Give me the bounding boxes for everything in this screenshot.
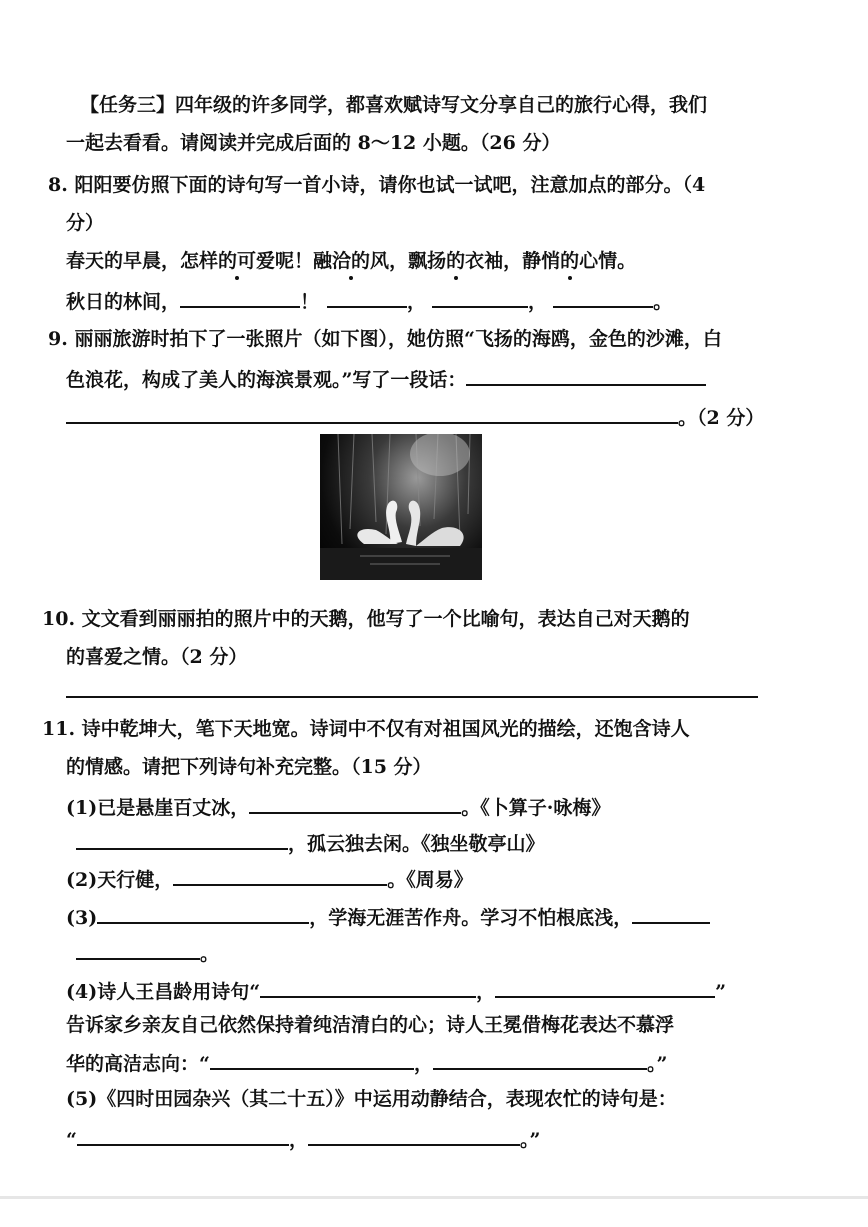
- q9-answer-blank-1[interactable]: [466, 364, 706, 386]
- q8-example-c: ！: [294, 250, 314, 272]
- q11-part2: [66, 864, 473, 893]
- q8-example-g: ，: [503, 250, 523, 272]
- q11-part5-open: “: [66, 1129, 77, 1151]
- q11-part3-end: 。: [200, 943, 220, 965]
- q8-answer-p4: 。: [653, 291, 673, 313]
- q8-example-e: ，: [389, 250, 409, 272]
- q10-prompt-line2: 的喜爱之情。（2 分）: [66, 646, 248, 668]
- q8-example-line: [66, 248, 636, 274]
- swan-photo: [320, 434, 482, 580]
- q11-part4-line3-comma: ，: [413, 1053, 433, 1075]
- q8-answer-blank-2[interactable]: [327, 286, 407, 308]
- q11-part4-blank-3[interactable]: [210, 1048, 414, 1070]
- q9-answer-blank-2[interactable]: [66, 402, 678, 424]
- q11-part3-mid: ，学海无涯苦作舟。学习不怕根底浅，: [309, 907, 633, 929]
- q11-part1b-blank[interactable]: [76, 828, 288, 850]
- q11-part3-blank-1[interactable]: [97, 902, 309, 924]
- q11-part5-line1: (5)《四时田园杂兴（其二十五）》中运用动静结合，表现农忙的诗句是：: [66, 1088, 677, 1110]
- q11-part3-blank-2[interactable]: [632, 902, 710, 924]
- q11-prompt-line2: 的情感。请把下列诗句补充完整。（15 分）: [66, 756, 432, 778]
- q11-part5-end: 。”: [519, 1129, 541, 1151]
- q11-part4-close: ”: [715, 981, 727, 1003]
- q11-part4-line2: 告诉家乡亲友自己依然保持着纯洁清白的心；诗人王冕借梅花表达不慕浮: [66, 1014, 675, 1036]
- q8-answer-p1: ！: [300, 291, 320, 313]
- q11-part1a: [66, 792, 610, 821]
- q10-answer-line: [66, 676, 758, 705]
- q9-answer-end: 。（2 分）: [678, 407, 765, 429]
- q8-answer-start: 秋日的林间，: [66, 291, 181, 313]
- q8-answer-p3: ，: [528, 291, 548, 313]
- q11-part3-blank-3[interactable]: [76, 938, 200, 960]
- q8-answer-p2: ，: [407, 291, 427, 313]
- q11-part4-line3-start: 华的高洁志向：“: [66, 1053, 210, 1075]
- q11-part4: [66, 976, 726, 1005]
- q11-part1a-end: 。《卜算子·咏梅》: [461, 797, 611, 819]
- q11-part4-blank-2[interactable]: [495, 976, 715, 998]
- q11-part5-comma: ，: [288, 1129, 308, 1151]
- q11-part2-start: (2)天行健，: [66, 869, 174, 891]
- q8-example-b: 怎样的可爱呢: [180, 250, 295, 272]
- q9-prompt-line2: [66, 364, 706, 393]
- q11-part5-blank-2[interactable]: [308, 1124, 520, 1146]
- task-intro-line1: 【任务三】四年级的许多同学，都喜欢赋诗写文分享自己的旅行心得，我们: [80, 94, 708, 116]
- q10-answer-blank[interactable]: [66, 676, 758, 698]
- q8-example-a: 春天的早晨，: [66, 250, 181, 272]
- q11-part1b-end: ，孤云独去闲。《独坐敬亭山》: [288, 833, 545, 855]
- q11-part5-blank-1[interactable]: [77, 1124, 289, 1146]
- q8-example-h: 静悄的心情: [522, 250, 618, 272]
- q11-part1b: [76, 828, 545, 857]
- q8-example-d: 融洽的风: [313, 250, 390, 272]
- q11-part1a-start: (1)已是悬崖百丈冰，: [66, 797, 250, 819]
- q9-prompt-line1: 9. 丽丽旅游时拍下了一张照片（如下图），她仿照“飞扬的海鸥，金色的沙滩，白: [48, 328, 722, 350]
- q11-part4-line3-end: 。”: [646, 1053, 668, 1075]
- q11-part2-end: 。《周易》: [387, 869, 473, 891]
- q8-answer-blank-1[interactable]: [180, 286, 300, 308]
- q9-prompt-line2-text: 色浪花，构成了美人的海滨景观。”写了一段话：: [66, 369, 467, 391]
- q8-prompt-line1: 8. 阳阳要仿照下面的诗句写一首小诗，请你也试一试吧，注意加点的部分。（4: [48, 174, 706, 196]
- q10-prompt-line1: 10. 文文看到丽丽拍的照片中的天鹅，他写了一个比喻句，表达自己对天鹅的: [42, 608, 690, 630]
- q8-example-f: 飘扬的衣袖: [408, 250, 504, 272]
- q11-part4-blank-4[interactable]: [433, 1048, 647, 1070]
- q11-part4-comma: ，: [476, 981, 496, 1003]
- q8-answer-blank-3[interactable]: [432, 286, 528, 308]
- q11-part2-blank[interactable]: [173, 864, 387, 886]
- q11-part3-start: (3): [66, 907, 98, 929]
- task-intro-line2: 一起去看看。请阅读并完成后面的 8～12 小题。（26 分）: [66, 132, 561, 154]
- q8-answer-line: [66, 286, 672, 315]
- q11-part5-line2: [66, 1124, 540, 1153]
- q8-example-i: 。: [617, 250, 637, 272]
- q11-part4-start: (4)诗人王昌龄用诗句“: [66, 981, 261, 1003]
- q11-part4-blank-1[interactable]: [260, 976, 476, 998]
- q8-prompt-line2: 分）: [66, 212, 105, 234]
- q11-prompt-line1: 11. 诗中乾坤大，笔下天地宽。诗词中不仅有对祖国风光的描绘，还饱含诗人: [42, 718, 690, 740]
- q11-part3: [66, 902, 710, 931]
- q11-part1a-blank[interactable]: [249, 792, 461, 814]
- q11-part4-line3: [66, 1048, 667, 1077]
- q11-part3-line2: [76, 938, 219, 967]
- page-bottom-edge: [0, 1196, 868, 1199]
- swan-photo-image: [320, 434, 482, 580]
- q9-answer-line: [66, 402, 764, 431]
- q8-answer-blank-4[interactable]: [553, 286, 653, 308]
